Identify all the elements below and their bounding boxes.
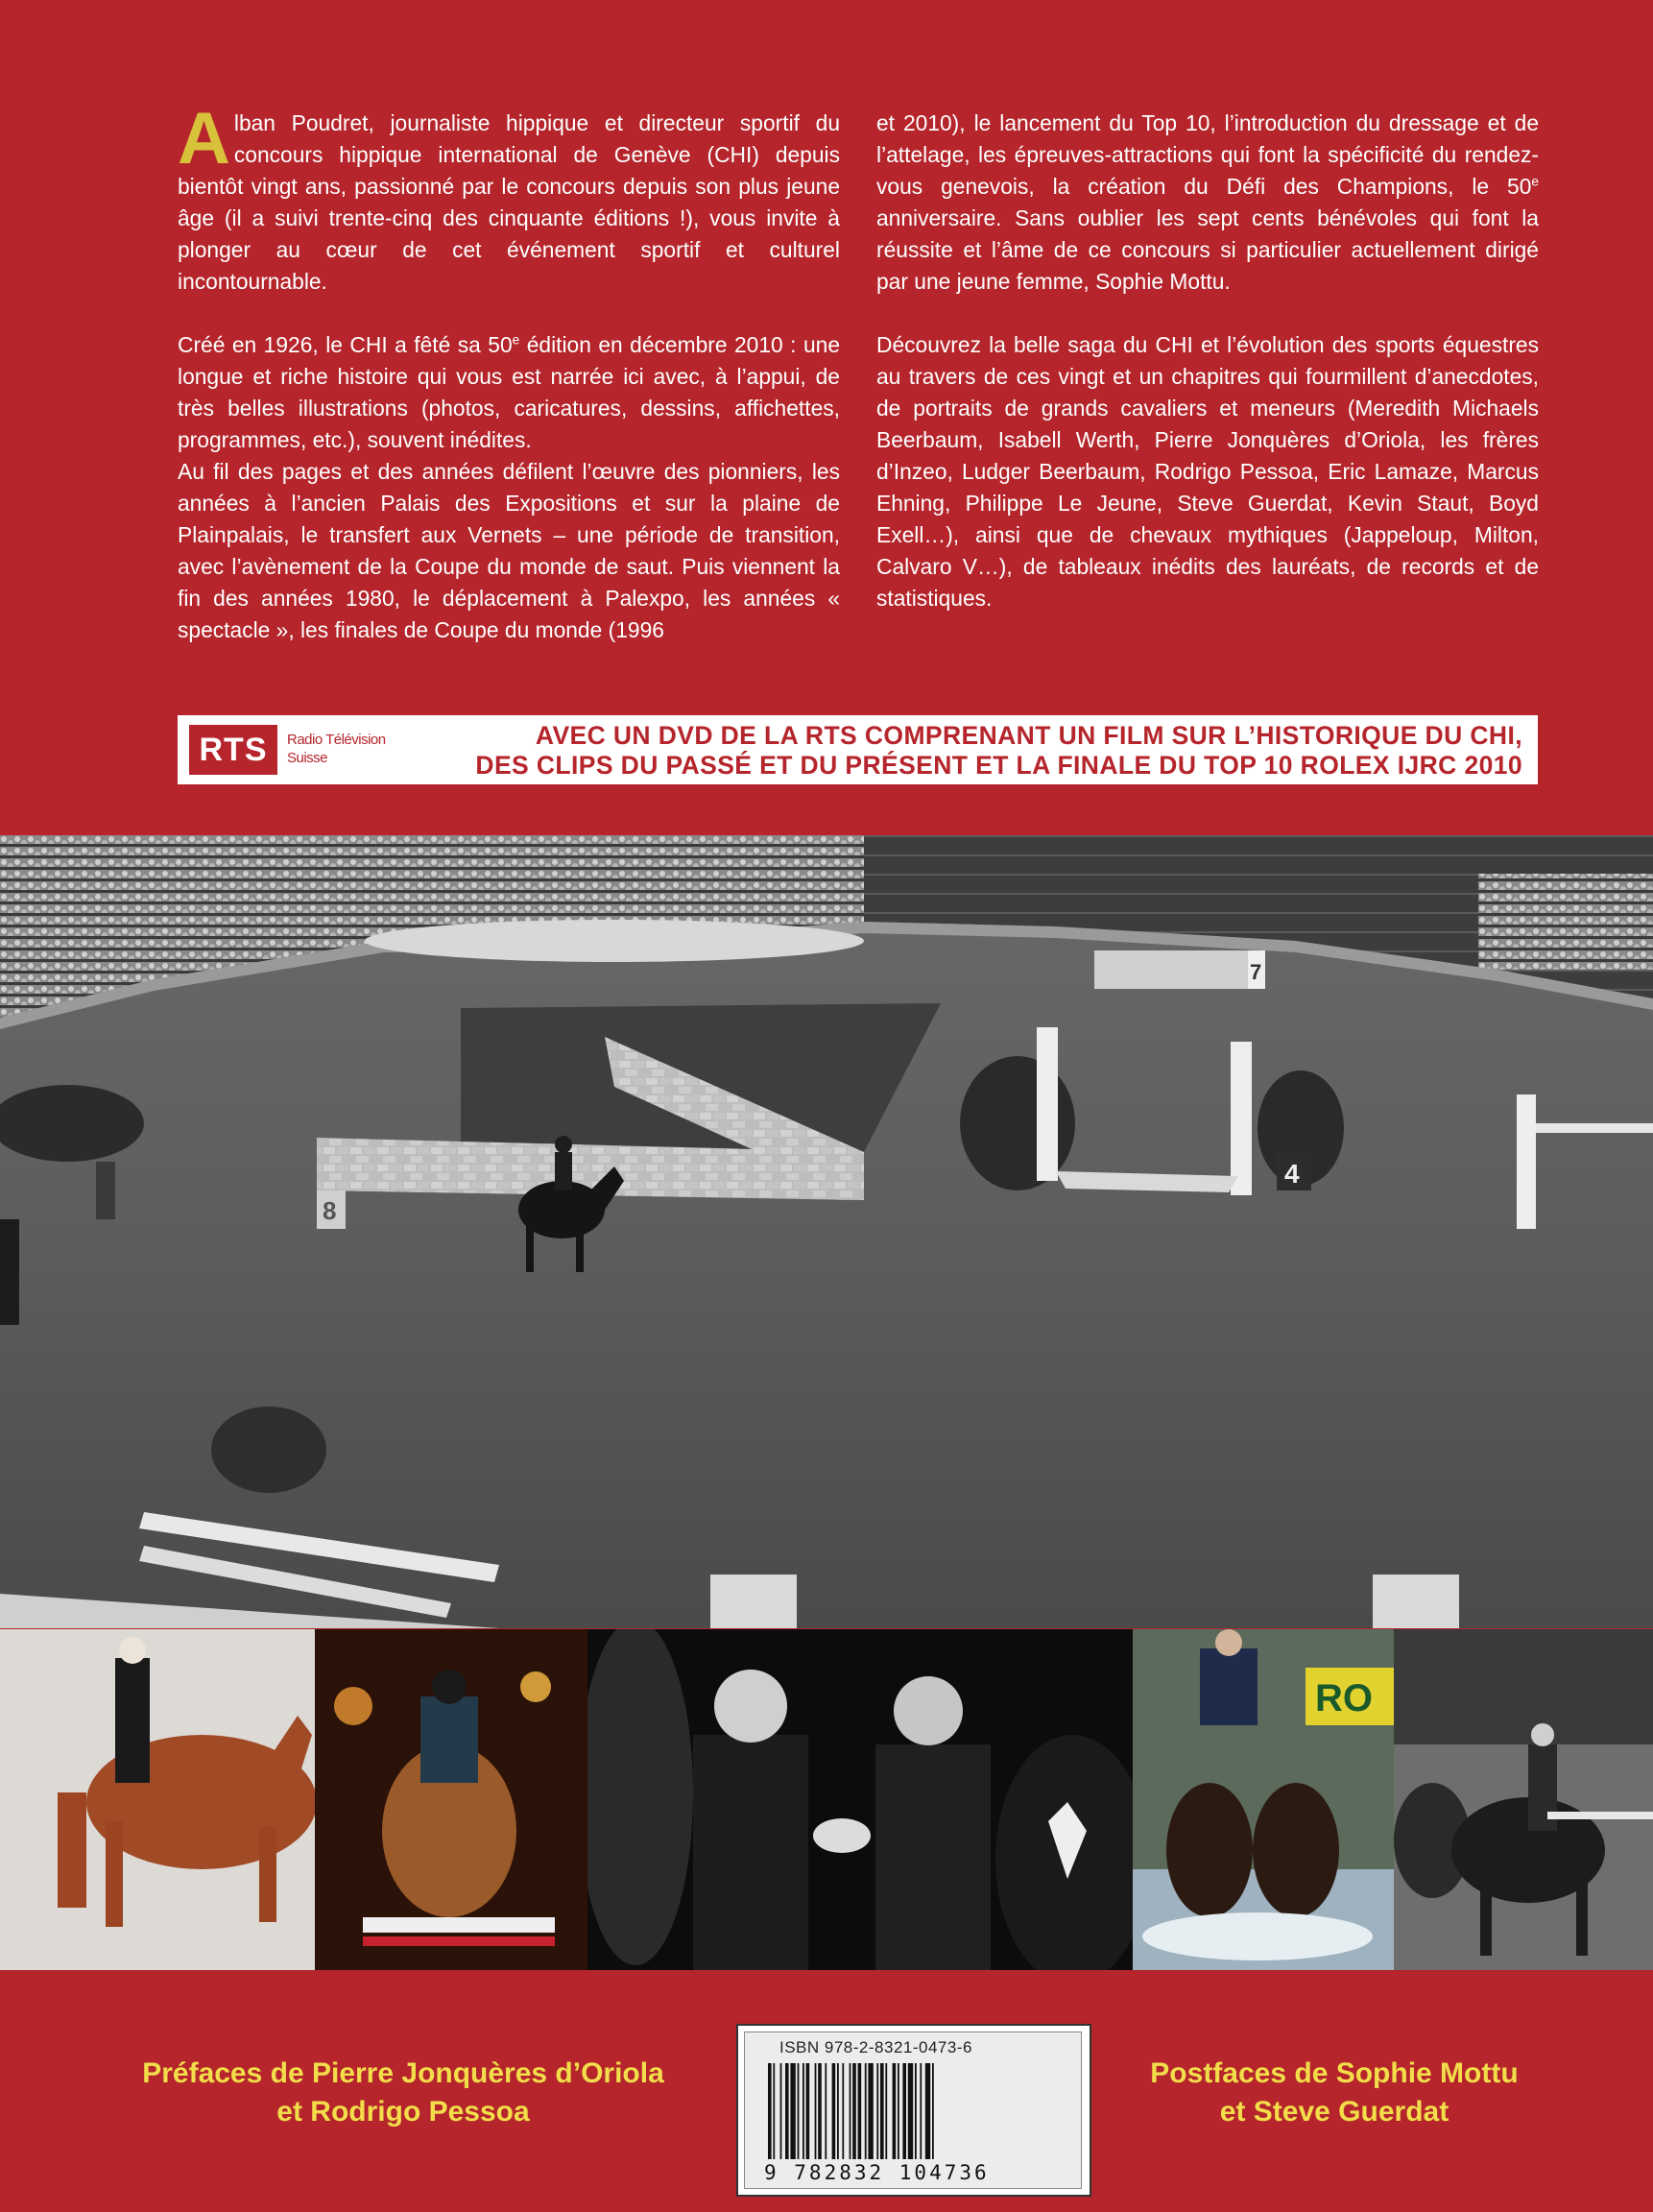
broadcaster-name-line-2: Suisse xyxy=(287,750,328,766)
flower-box-right xyxy=(1094,950,1258,989)
barcode-bar xyxy=(815,2063,817,2159)
barcode-bar xyxy=(902,2063,906,2159)
broadcaster-name xyxy=(287,731,386,767)
barcode-bar xyxy=(865,2063,867,2159)
broadcaster-name-line-1: Radio Télévision xyxy=(287,732,386,748)
barcode-bar xyxy=(885,2063,887,2159)
barcode-bar xyxy=(898,2063,899,2159)
isbn-barcode xyxy=(736,2024,1091,2197)
photo-handshake xyxy=(587,1629,1133,1970)
barcode-bar xyxy=(803,2063,804,2159)
barcode-bar xyxy=(852,2063,856,2159)
barcode-bars xyxy=(764,2063,1071,2159)
barcode-bar xyxy=(850,2063,851,2159)
intro-p2-superscript: e xyxy=(512,332,520,348)
barcode-bar xyxy=(908,2063,913,2159)
number-sign-4-label: 4 xyxy=(1284,1159,1300,1189)
barcode-bar xyxy=(920,2063,922,2159)
barcode-bar xyxy=(818,2063,822,2159)
postfaces-line-1: Postfaces de Sophie Mottu xyxy=(1150,2057,1519,2089)
postfaces-credit xyxy=(1094,2055,1574,2131)
foreground-box-right xyxy=(1373,1575,1459,1628)
continuation-paragraph-1 xyxy=(876,108,1539,298)
dvd-banner xyxy=(178,715,1538,784)
barcode-bar xyxy=(880,2063,884,2159)
isbn-number: ISBN 978-2-8321-0473-6 xyxy=(779,2038,972,2056)
barcode-bar xyxy=(915,2063,917,2159)
right-text-column xyxy=(876,108,1539,614)
jump-wing-left xyxy=(1037,1027,1058,1181)
intro-p2-part-a: Créé en 1926, le CHI a fêté sa 50 xyxy=(178,332,513,357)
arena-photo-illustration xyxy=(0,835,1653,1628)
barcode-panel xyxy=(744,2032,1082,2189)
photo-historic-rider xyxy=(1394,1629,1653,1970)
intro-paragraph-1 xyxy=(178,98,840,298)
postfaces-line-2: et Steve Guerdat xyxy=(1219,2096,1449,2128)
intro-paragraph-3: Au fil des pages et des années défilent l’œuvre des pionniers, les années à l’ancien Palais des Expositions et sur la plaine de Plainpalais, le transfert aux Vernets – une période de transition, avec l’avènement de la Coupe du monde de saut. Puis viennent la fin des années 1980, le déplacement à Palexpo, les années « spectacle », les finales de Coupe du monde (1996 xyxy=(178,459,840,642)
barcode-bar xyxy=(832,2063,836,2159)
photo-dressage xyxy=(0,1629,315,1970)
photo-show-jumping-illustration xyxy=(315,1629,587,1970)
prefaces-credit xyxy=(106,2055,701,2131)
photo-historic-rider-illustration xyxy=(1394,1629,1653,1970)
dvd-description-line-2: DES CLIPS DU PASSÉ ET DU PRÉSENT ET LA FINALE DU TOP 10 ROLEX IJRC 2010 xyxy=(475,751,1522,780)
barcode-bar xyxy=(806,2063,810,2159)
barcode-bar xyxy=(858,2063,862,2159)
barcode-bar xyxy=(932,2063,934,2159)
intro-paragraph-2 xyxy=(178,329,840,456)
dvd-description xyxy=(419,721,1522,781)
barcode-bar xyxy=(785,2063,789,2159)
intro-paragraph-1-text: lban Poudret, journaliste hippique et directeur sportif du concours hippique international de Genève (CHI) depuis bientôt vingt ans, passionné par le concours depuis son plus jeune âge (il a suivi trente-cinq des cinquante éditions !), vous invite à plonger au cœur de cet événement sportif et culturel incontournable. xyxy=(178,110,840,294)
barcode-bar xyxy=(768,2063,772,2159)
intro-p2-part-b: édition en décembre 2010 : une longue et riche histoire qui vous est narrée ici avec, à l’appui, de très belles illustrations (photos, caricatures, dessins, affichettes, programmes, etc.), souvent inédites. xyxy=(178,332,840,452)
prefaces-line-2: et Rodrigo Pessoa xyxy=(276,2096,530,2128)
photo-carriage-driving-illustration xyxy=(1133,1629,1394,1970)
rts-logo: RTS xyxy=(189,725,277,775)
barcode-bar xyxy=(798,2063,800,2159)
cont-p1-superscript: e xyxy=(1531,174,1539,189)
barcode-bar xyxy=(842,2063,844,2159)
barcode-bar xyxy=(780,2063,782,2159)
barcode-bar xyxy=(868,2063,873,2159)
right-jump-wing xyxy=(1517,1094,1536,1229)
grass-bank xyxy=(461,1003,941,1152)
cont-p1-part-a: et 2010), le lancement du Top 10, l’introduction du dressage et de l’attelage, les épreuves-attractions qui font la spécificité du rendez-vous genevois, la création du Défi des Champions, le 50 xyxy=(876,110,1539,199)
right-jump-rail xyxy=(1536,1123,1653,1133)
photo-dressage-illustration xyxy=(0,1629,315,1970)
photo-show-jumping xyxy=(315,1629,587,1970)
drop-cap-letter: A xyxy=(178,98,230,180)
barcode-bar xyxy=(825,2063,826,2159)
arena-photo xyxy=(0,835,1653,1628)
cont-p1-part-b: anniversaire. Sans oublier les sept cents bénévoles qui font la réussite et l’âme de ce concours si particulier actuellement dirigé par une jeune femme, Sophie Mottu. xyxy=(876,205,1539,294)
continuation-paragraph-2: Découvrez la belle saga du CHI et l’évolution des sports équestres au travers de ces vingt et un chapitres qui fourmillent d’anecdotes, de portraits de grands cavaliers et meneurs (Meredith Michaels Beerbaum, Isabell Werth, Pierre Jonquères d’Oriola, les frères d’Inzeo, Ludger Beerbaum, Rodrigo Pessoa, Eric Lamaze, Marcus Ehning, Philippe Le Jeune, Steve Guerdat, Kevin Staut, Boyd Exell…), ainsi que de chevaux mythiques (Jappeloup, Milton, Calvaro V…), de tableaux inédits des lauréats, de records et de statistiques. xyxy=(876,332,1539,611)
photo-carriage-driving xyxy=(1133,1629,1394,1970)
jump-wing-right xyxy=(1231,1042,1252,1195)
ean-number: 9 782832 104736 xyxy=(764,2161,990,2184)
crowd-stand-right xyxy=(1478,874,1653,970)
photo-handshake-illustration xyxy=(587,1629,1133,1970)
sponsor-sign-text: RO xyxy=(1315,1677,1373,1719)
prefaces-line-1: Préfaces de Pierre Jonquères d’Oriola xyxy=(142,2057,664,2089)
photo-strip xyxy=(0,1629,1653,1970)
barcode-bar xyxy=(773,2063,775,2159)
number-sign-8-label: 8 xyxy=(323,1196,337,1225)
foreground-box xyxy=(710,1575,797,1628)
barcode-bar xyxy=(837,2063,839,2159)
barcode-bar xyxy=(876,2063,878,2159)
barcode-bar xyxy=(925,2063,930,2159)
number-sign-7-label: 7 xyxy=(1250,960,1262,984)
flower-bed-back xyxy=(365,920,864,962)
left-text-column xyxy=(178,98,840,646)
foreground-shrub xyxy=(211,1407,326,1493)
barcode-bar xyxy=(790,2063,795,2159)
barcode-bar xyxy=(893,2063,897,2159)
dvd-description-line-1: AVEC UN DVD DE LA RTS COMPRENANT UN FILM SUR L’HISTORIQUE DU CHI, xyxy=(535,721,1522,750)
